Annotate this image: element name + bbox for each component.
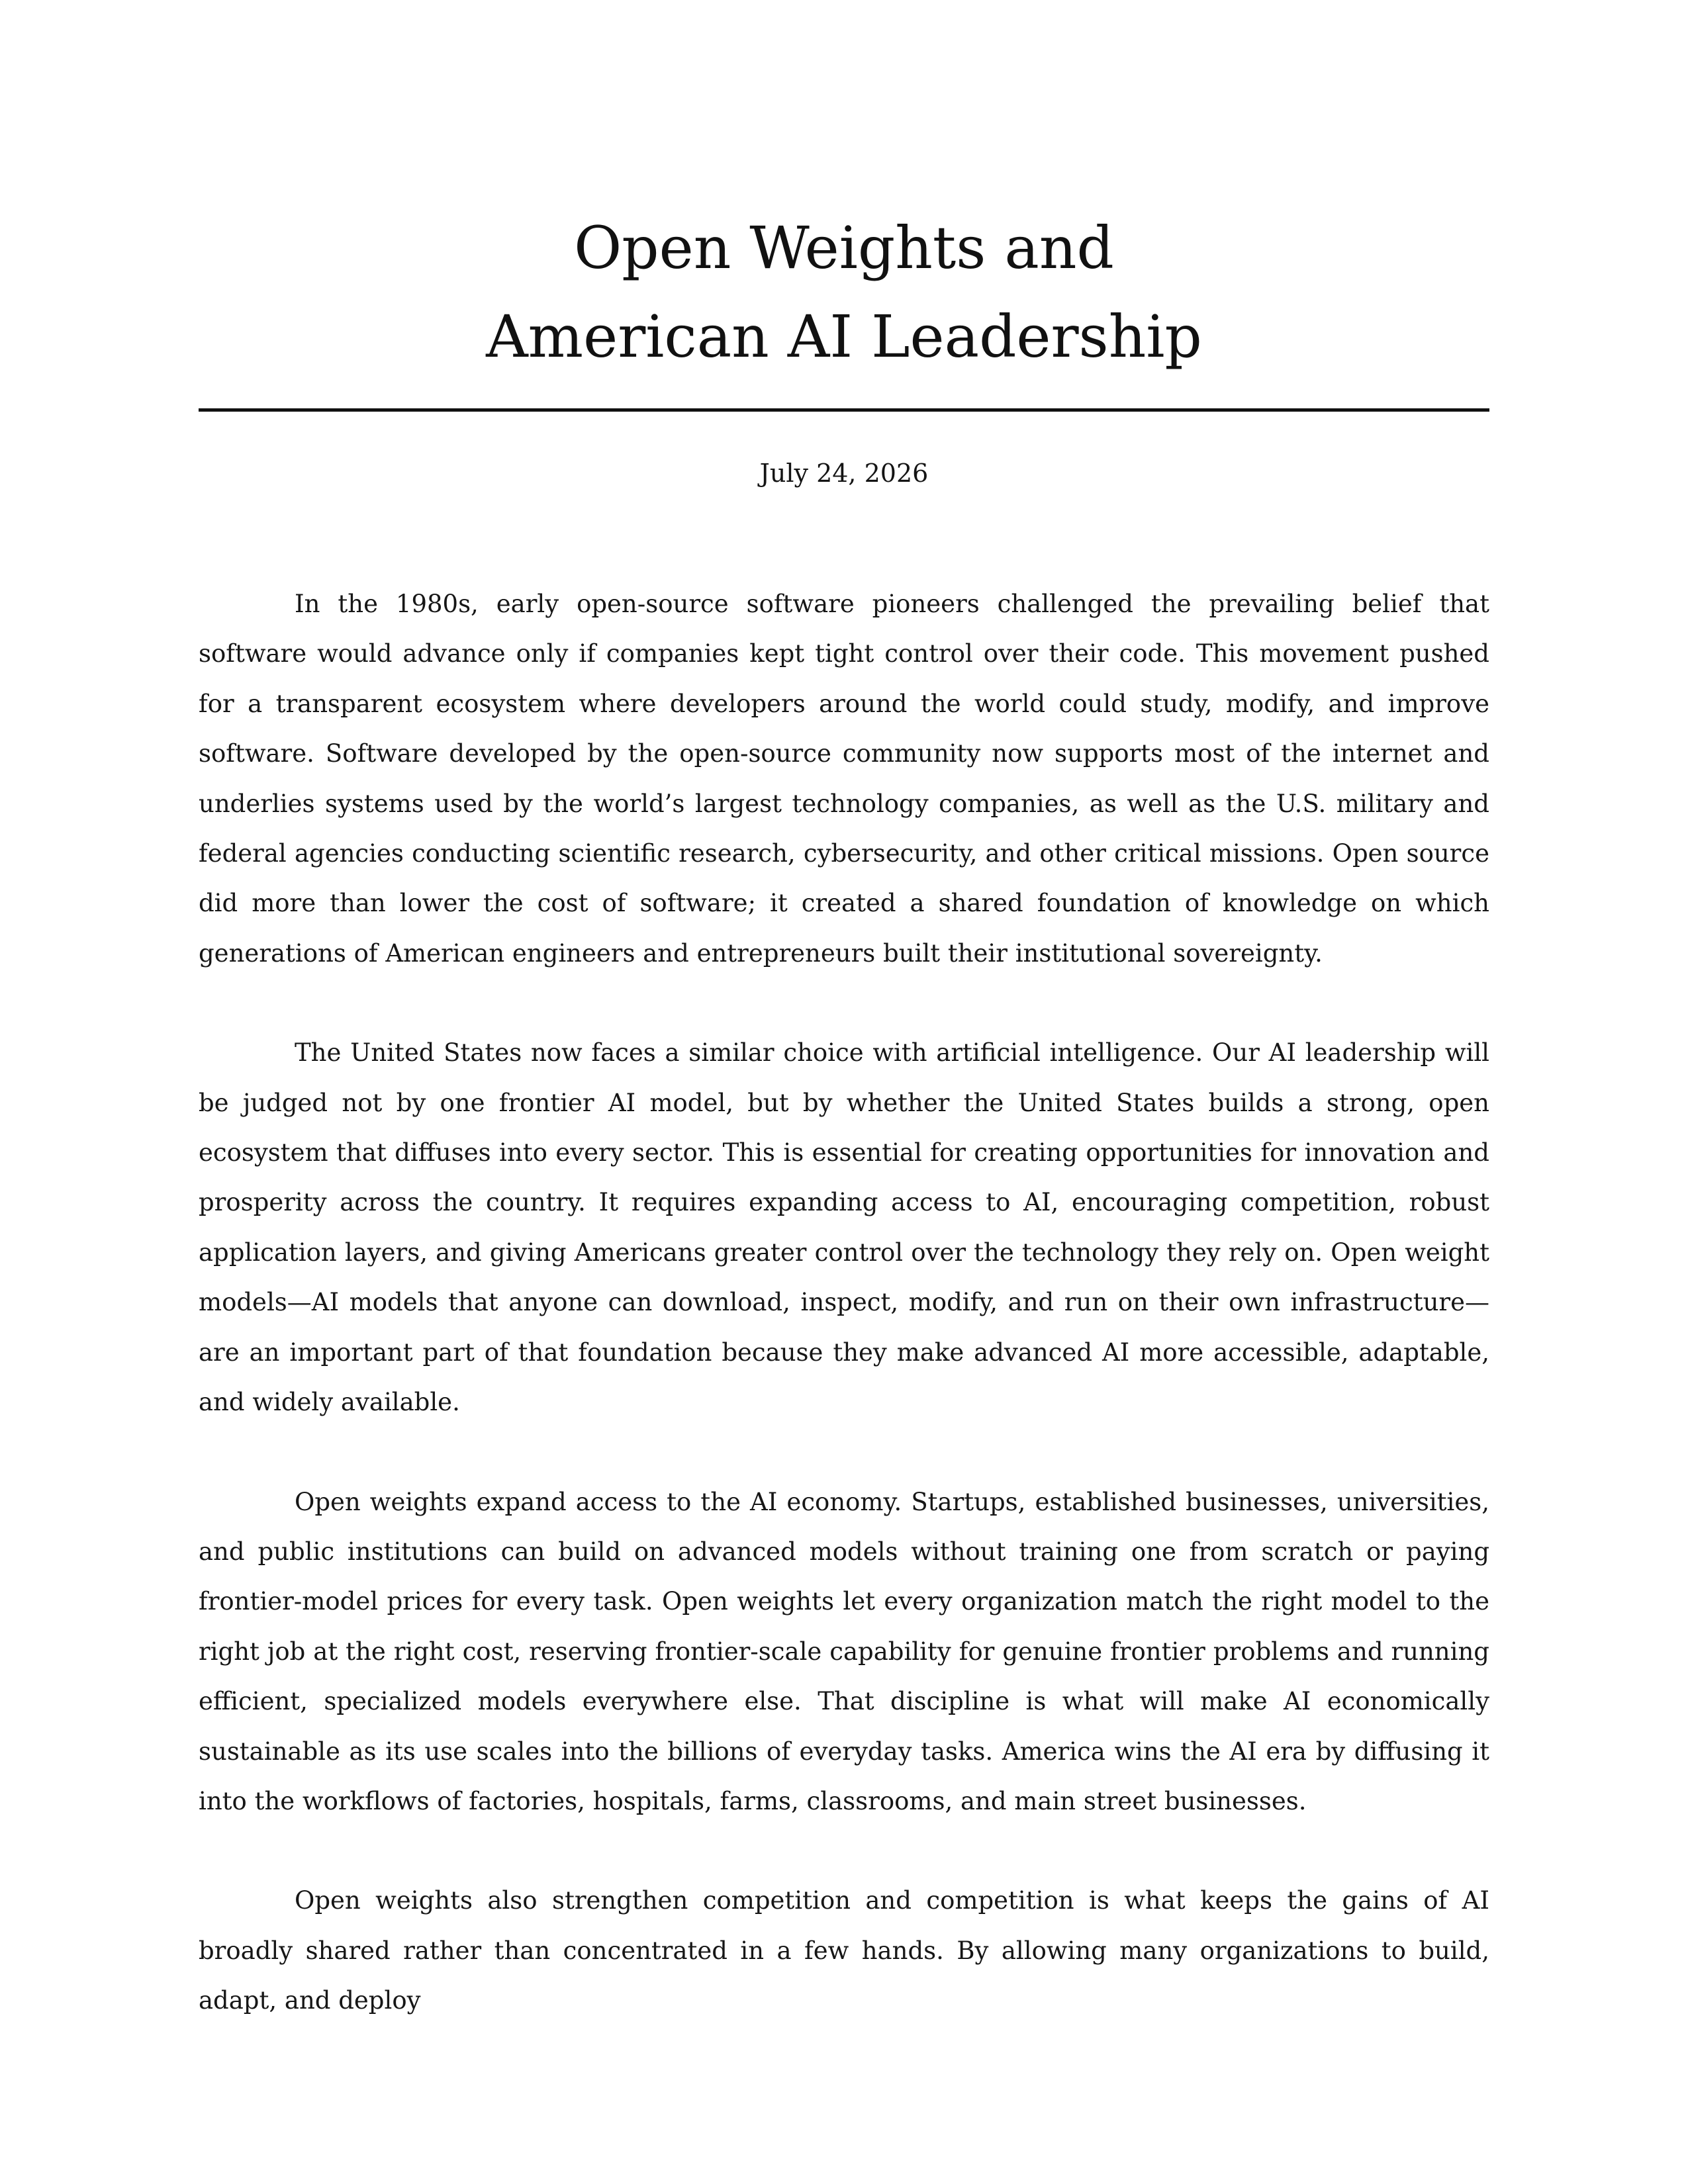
title-line-1: Open Weights and [574, 214, 1114, 282]
document-title [199, 204, 1489, 381]
title-divider [199, 408, 1489, 412]
paragraph-4: Open weights also strengthen competition and competition is what keeps the gains of AI broadly shared rather than concentrated in a few hands. By allowing many organizations to build, adapt, and deploy [199, 1886, 1489, 2015]
document-date: July 24, 2026 [759, 459, 929, 488]
paragraph-1: In the 1980s, early open-source software pioneers challenged the prevailing belief that software would advance only if companies kept tight control over their code. This movement pushed for a transparent ecosystem where developers around the world could study, modify, and improve software. Software developed by the open-source community now supports most of the internet and underlies systems used by the world’s largest technology companies, as well as the U.S. military and federal agencies conducting scientific research, cybersecurity, and other critical missions. Open source did more than lower the cost of software; it created a shared foundation of knowledge on which generations of American engineers and entrepreneurs built their institutional sovereignty. [199, 590, 1489, 968]
title-line-2: American AI Leadership [486, 302, 1202, 371]
paragraph-2: The United States now faces a similar choice with artificial intelligence. Our AI leadership will be judged not by one frontier AI model, but by whether the United States builds a strong, open ecosystem that diffuses into every sector. This is essential for creating opportunities for innovation and prosperity across the country. It requires expanding access to AI, encouraging competition, robust application layers, and giving Americans greater control over the technology they rely on. Open weight models—AI models that anyone can download, inspect, modify, and run on their own infrastructure—are an important part of that foundation because they make advanced AI more accessible, adaptable, and widely available. [199, 1038, 1489, 1417]
paragraph-3: Open weights expand access to the AI economy. Startups, established businesses, universities, and public institutions can build on advanced models without training one from scratch or paying frontier-model prices for every task. Open weights let every organization match the right model to the right job at the right cost, reserving frontier-scale capability for genuine frontier problems and running efficient, specialized models everywhere else. That discipline is what will make AI economically sustainable as its use scales into the billions of everyday tasks. America wins the AI era by diffusing it into the workflows of factories, hospitals, farms, classrooms, and main street businesses. [199, 1487, 1489, 1815]
document-body [199, 579, 1489, 2075]
